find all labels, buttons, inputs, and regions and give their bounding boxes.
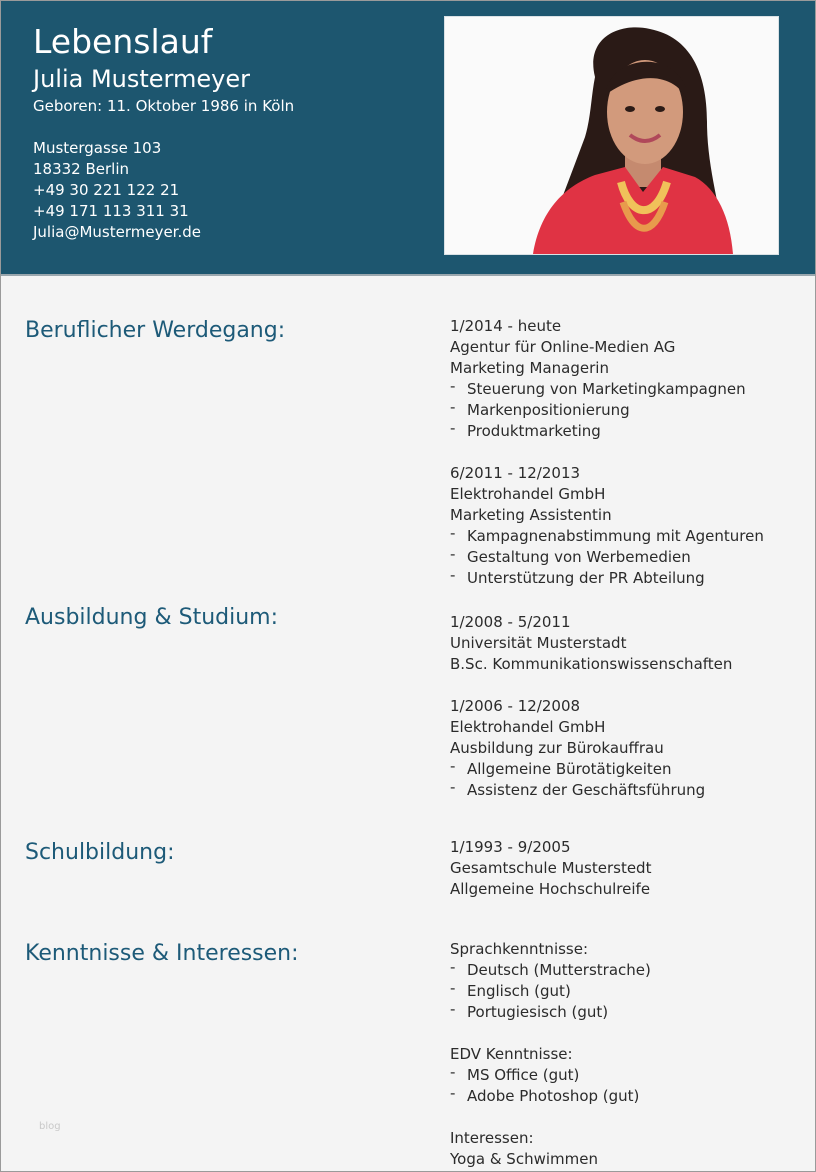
entry-organization: Elektrohandel GmbH [450,718,606,736]
list-item: - Kampagnenabstimmung mit Agenturen [450,526,764,547]
entry-date: 6/2011 - 12/2013 [450,464,581,482]
list-item: - Gestaltung von Werbemedien [450,547,764,568]
portrait-photo [444,16,779,255]
entry-role: B.Sc. Kommunikationswissenschaften [450,655,733,673]
career-details [450,316,764,589]
phone-landline: +49 30 221 122 21 [33,181,180,199]
address-city: 18332 Berlin [33,160,130,178]
header-banner [1,1,815,276]
list-item: - Markenpositionierung [450,400,764,421]
list-item: - Allgemeine Bürotätigkeiten [450,759,732,780]
it-skills-label: EDV Kenntnisse: [450,1045,573,1063]
interests-label: Interessen: [450,1129,534,1147]
skills-details [450,939,651,1170]
list-item: - Unterstützung der PR Abteilung [450,568,764,589]
entry-organization: Elektrohandel GmbH [450,485,606,503]
entry-role: Marketing Managerin [450,359,609,377]
entry-role: Ausbildung zur Bürokauffrau [450,739,664,757]
section-title-school: Schulbildung: [25,840,175,865]
email-address: Julia@Mustermeyer.de [33,223,201,241]
section-title-education: Ausbildung & Studium: [25,605,278,630]
list-item: - Assistenz der Geschäftsführung [450,780,732,801]
address-street: Mustergasse 103 [33,139,162,157]
languages-label: Sprachkenntnisse: [450,940,589,958]
birth-info: Geboren: 11. Oktober 1986 in Köln [33,97,295,115]
list-item: - Deutsch (Mutterstrache) [450,960,651,981]
person-name: Julia Mustermeyer [33,65,250,93]
page-title: Lebenslauf [33,22,213,61]
entry-role: Allgemeine Hochschulreife [450,880,651,898]
entry-date: 1/1993 - 9/2005 [450,838,571,856]
entry-date: 1/2006 - 12/2008 [450,697,581,715]
watermark-text: blog [39,1121,61,1132]
entry-date: 1/2014 - heute [450,317,562,335]
entry-organization: Gesamtschule Musterstedt [450,859,652,877]
phone-mobile: +49 171 113 311 31 [33,202,189,220]
education-details [450,612,732,801]
list-item: - Adobe Photoshop (gut) [450,1086,651,1107]
list-item: - Englisch (gut) [450,981,651,1002]
list-item: - Steuerung von Marketingkampagnen [450,379,764,400]
section-title-skills: Kenntnisse & Interessen: [25,941,299,966]
list-item: - Portugiesisch (gut) [450,1002,651,1023]
entry-organization: Universität Musterstadt [450,634,627,652]
entry-organization: Agentur für Online-Medien AG [450,338,676,356]
entry-role: Marketing Assistentin [450,506,612,524]
entry-date: 1/2008 - 5/2011 [450,613,571,631]
contact-block [33,138,201,243]
portrait-photo-icon [445,17,778,254]
interests-text: Yoga & Schwimmen [450,1150,598,1168]
list-item: - MS Office (gut) [450,1065,651,1086]
section-title-career: Beruflicher Werdegang: [25,318,286,343]
school-details [450,837,651,900]
list-item: - Produktmarketing [450,421,764,442]
